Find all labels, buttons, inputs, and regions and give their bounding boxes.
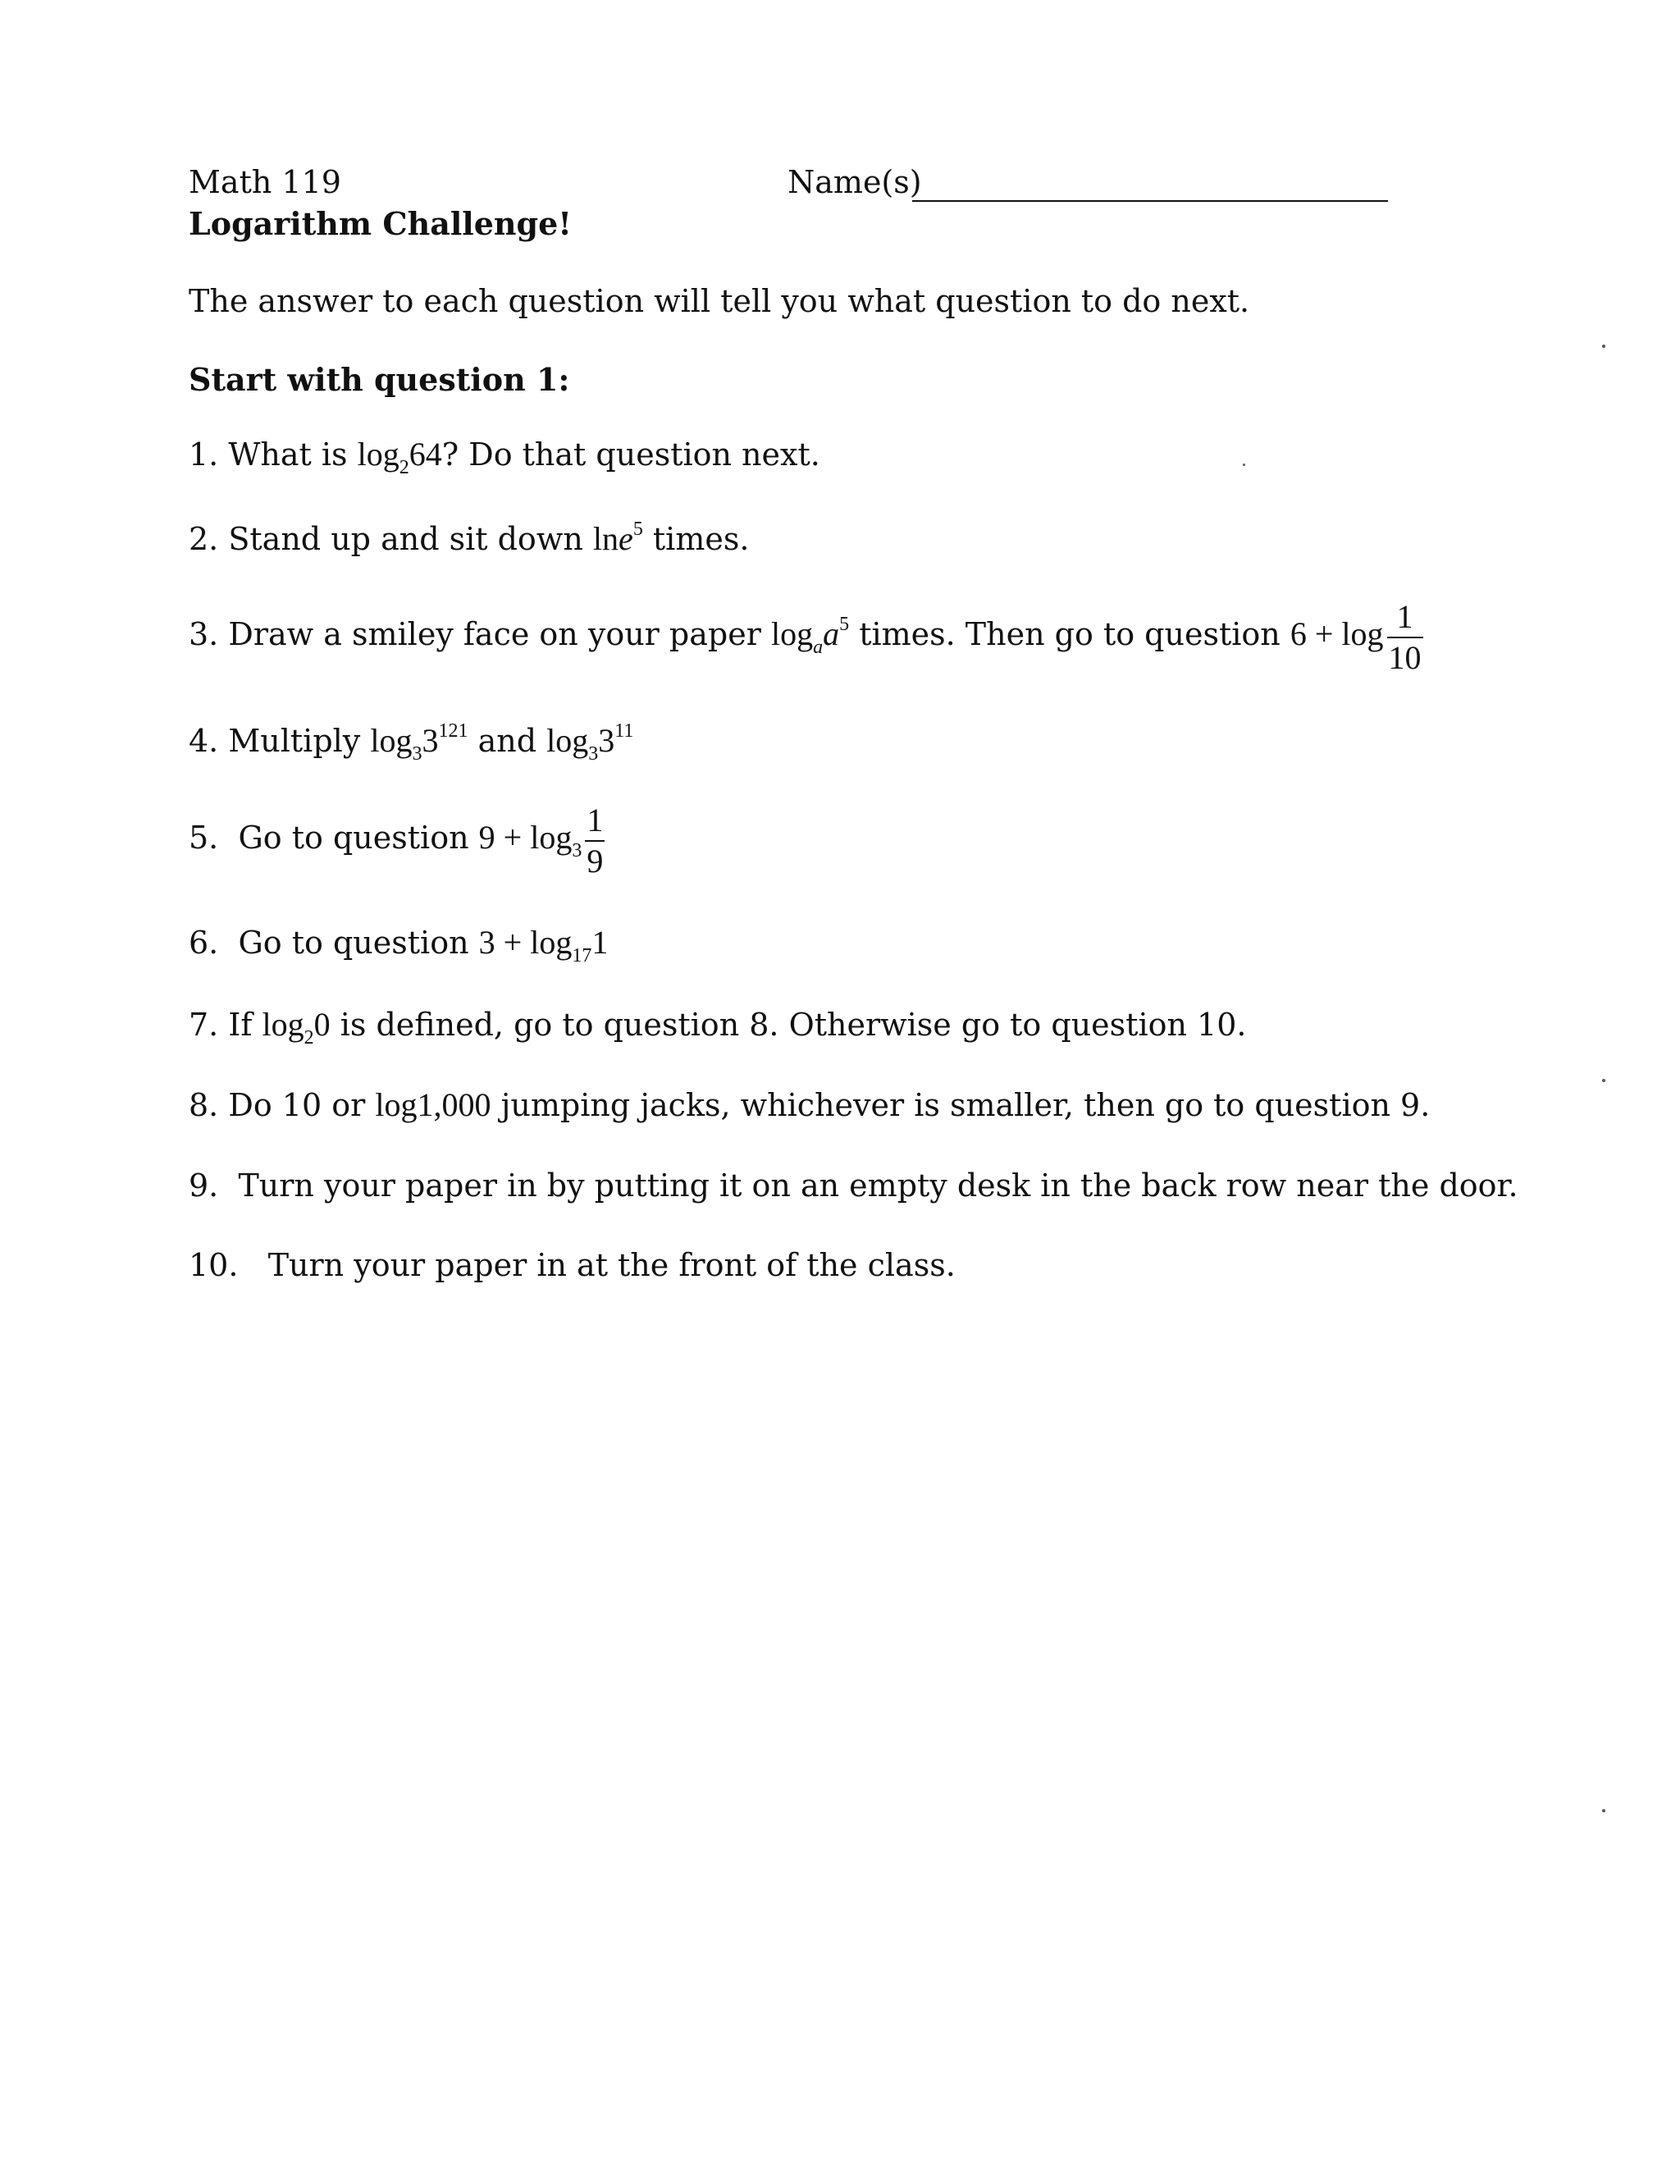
question-text: times. Then go to question	[859, 616, 1281, 653]
question-text: Turn your paper in at the front of the class.	[267, 1247, 956, 1283]
question-text: If	[228, 1007, 253, 1043]
question-number: 7.	[189, 1007, 219, 1043]
question-text: Stand up and sit down	[228, 521, 583, 557]
question-number: 1.	[189, 436, 219, 473]
question-text: Draw a smiley face on your paper	[228, 616, 761, 653]
question-text: Do 10 or	[228, 1087, 366, 1123]
start-prompt: Start with question 1:	[189, 361, 570, 398]
question-text: Turn your paper in by putting it on an empty desk in the back row near the door.	[238, 1167, 1518, 1204]
math-expression: $\log_33^{121}$	[370, 720, 468, 765]
question-text: Go to question	[238, 820, 469, 857]
worksheet-title: Logarithm Challenge!	[189, 205, 572, 242]
name-label: Name(s)	[788, 164, 922, 200]
question-text: Go to question	[238, 925, 469, 961]
scan-speck	[1602, 1079, 1605, 1082]
question-4	[189, 720, 633, 765]
math-expression: 6 + log $\frac{1}{10}$	[1290, 598, 1422, 676]
math-expression: $\log_33^{11}$	[546, 720, 634, 765]
math-expression: log1,000	[375, 1086, 491, 1123]
question-7	[189, 1005, 1246, 1049]
question-text: jumping jacks, whichever is smaller, then go to question 9.	[500, 1087, 1431, 1123]
math-expression: $\log_264$	[357, 436, 442, 478]
question-text: What is	[228, 436, 348, 473]
question-number: 6.	[189, 925, 219, 961]
question-5	[189, 804, 605, 878]
math-expression: $9 + \log_3$ $\frac{1}{9}$	[478, 802, 604, 880]
math-expression: $3 + \log_{17}1$	[478, 924, 609, 966]
name-blank-line	[912, 200, 1388, 202]
question-1	[189, 435, 820, 479]
question-3	[189, 598, 1423, 676]
question-text: ? Do that question next.	[441, 436, 820, 473]
scan-speck	[1243, 464, 1245, 466]
question-text: Multiply	[228, 723, 361, 759]
question-number: 10.	[189, 1247, 239, 1283]
math-expression: lne$^5$	[592, 519, 643, 557]
question-number: 8.	[189, 1087, 219, 1123]
question-6	[189, 923, 608, 967]
question-text: is defined, go to question 8. Otherwise go to question 10.	[340, 1007, 1247, 1043]
question-8	[189, 1085, 1430, 1124]
question-number: 4.	[189, 723, 219, 759]
question-number: 5.	[189, 820, 219, 857]
question-10	[189, 1247, 956, 1283]
scan-speck	[1602, 345, 1605, 348]
math-expression: $\log_aa^5$	[770, 614, 850, 659]
question-number: 9.	[189, 1167, 219, 1204]
question-9	[189, 1167, 1518, 1204]
question-number: 3.	[189, 616, 219, 653]
scan-speck	[1602, 1809, 1605, 1812]
question-number: 2.	[189, 521, 219, 557]
fraction: $\frac{1}{9}$	[587, 802, 604, 880]
fraction: $\frac{1}{10}$	[1388, 598, 1422, 676]
question-text: and	[477, 723, 537, 759]
question-text: times.	[652, 521, 750, 557]
question-2	[189, 519, 749, 558]
math-expression: $\log_20$	[262, 1006, 331, 1049]
course-label: Math 119	[189, 164, 341, 200]
instructions-text: The answer to each question will tell you what question to do next.	[189, 283, 1250, 319]
